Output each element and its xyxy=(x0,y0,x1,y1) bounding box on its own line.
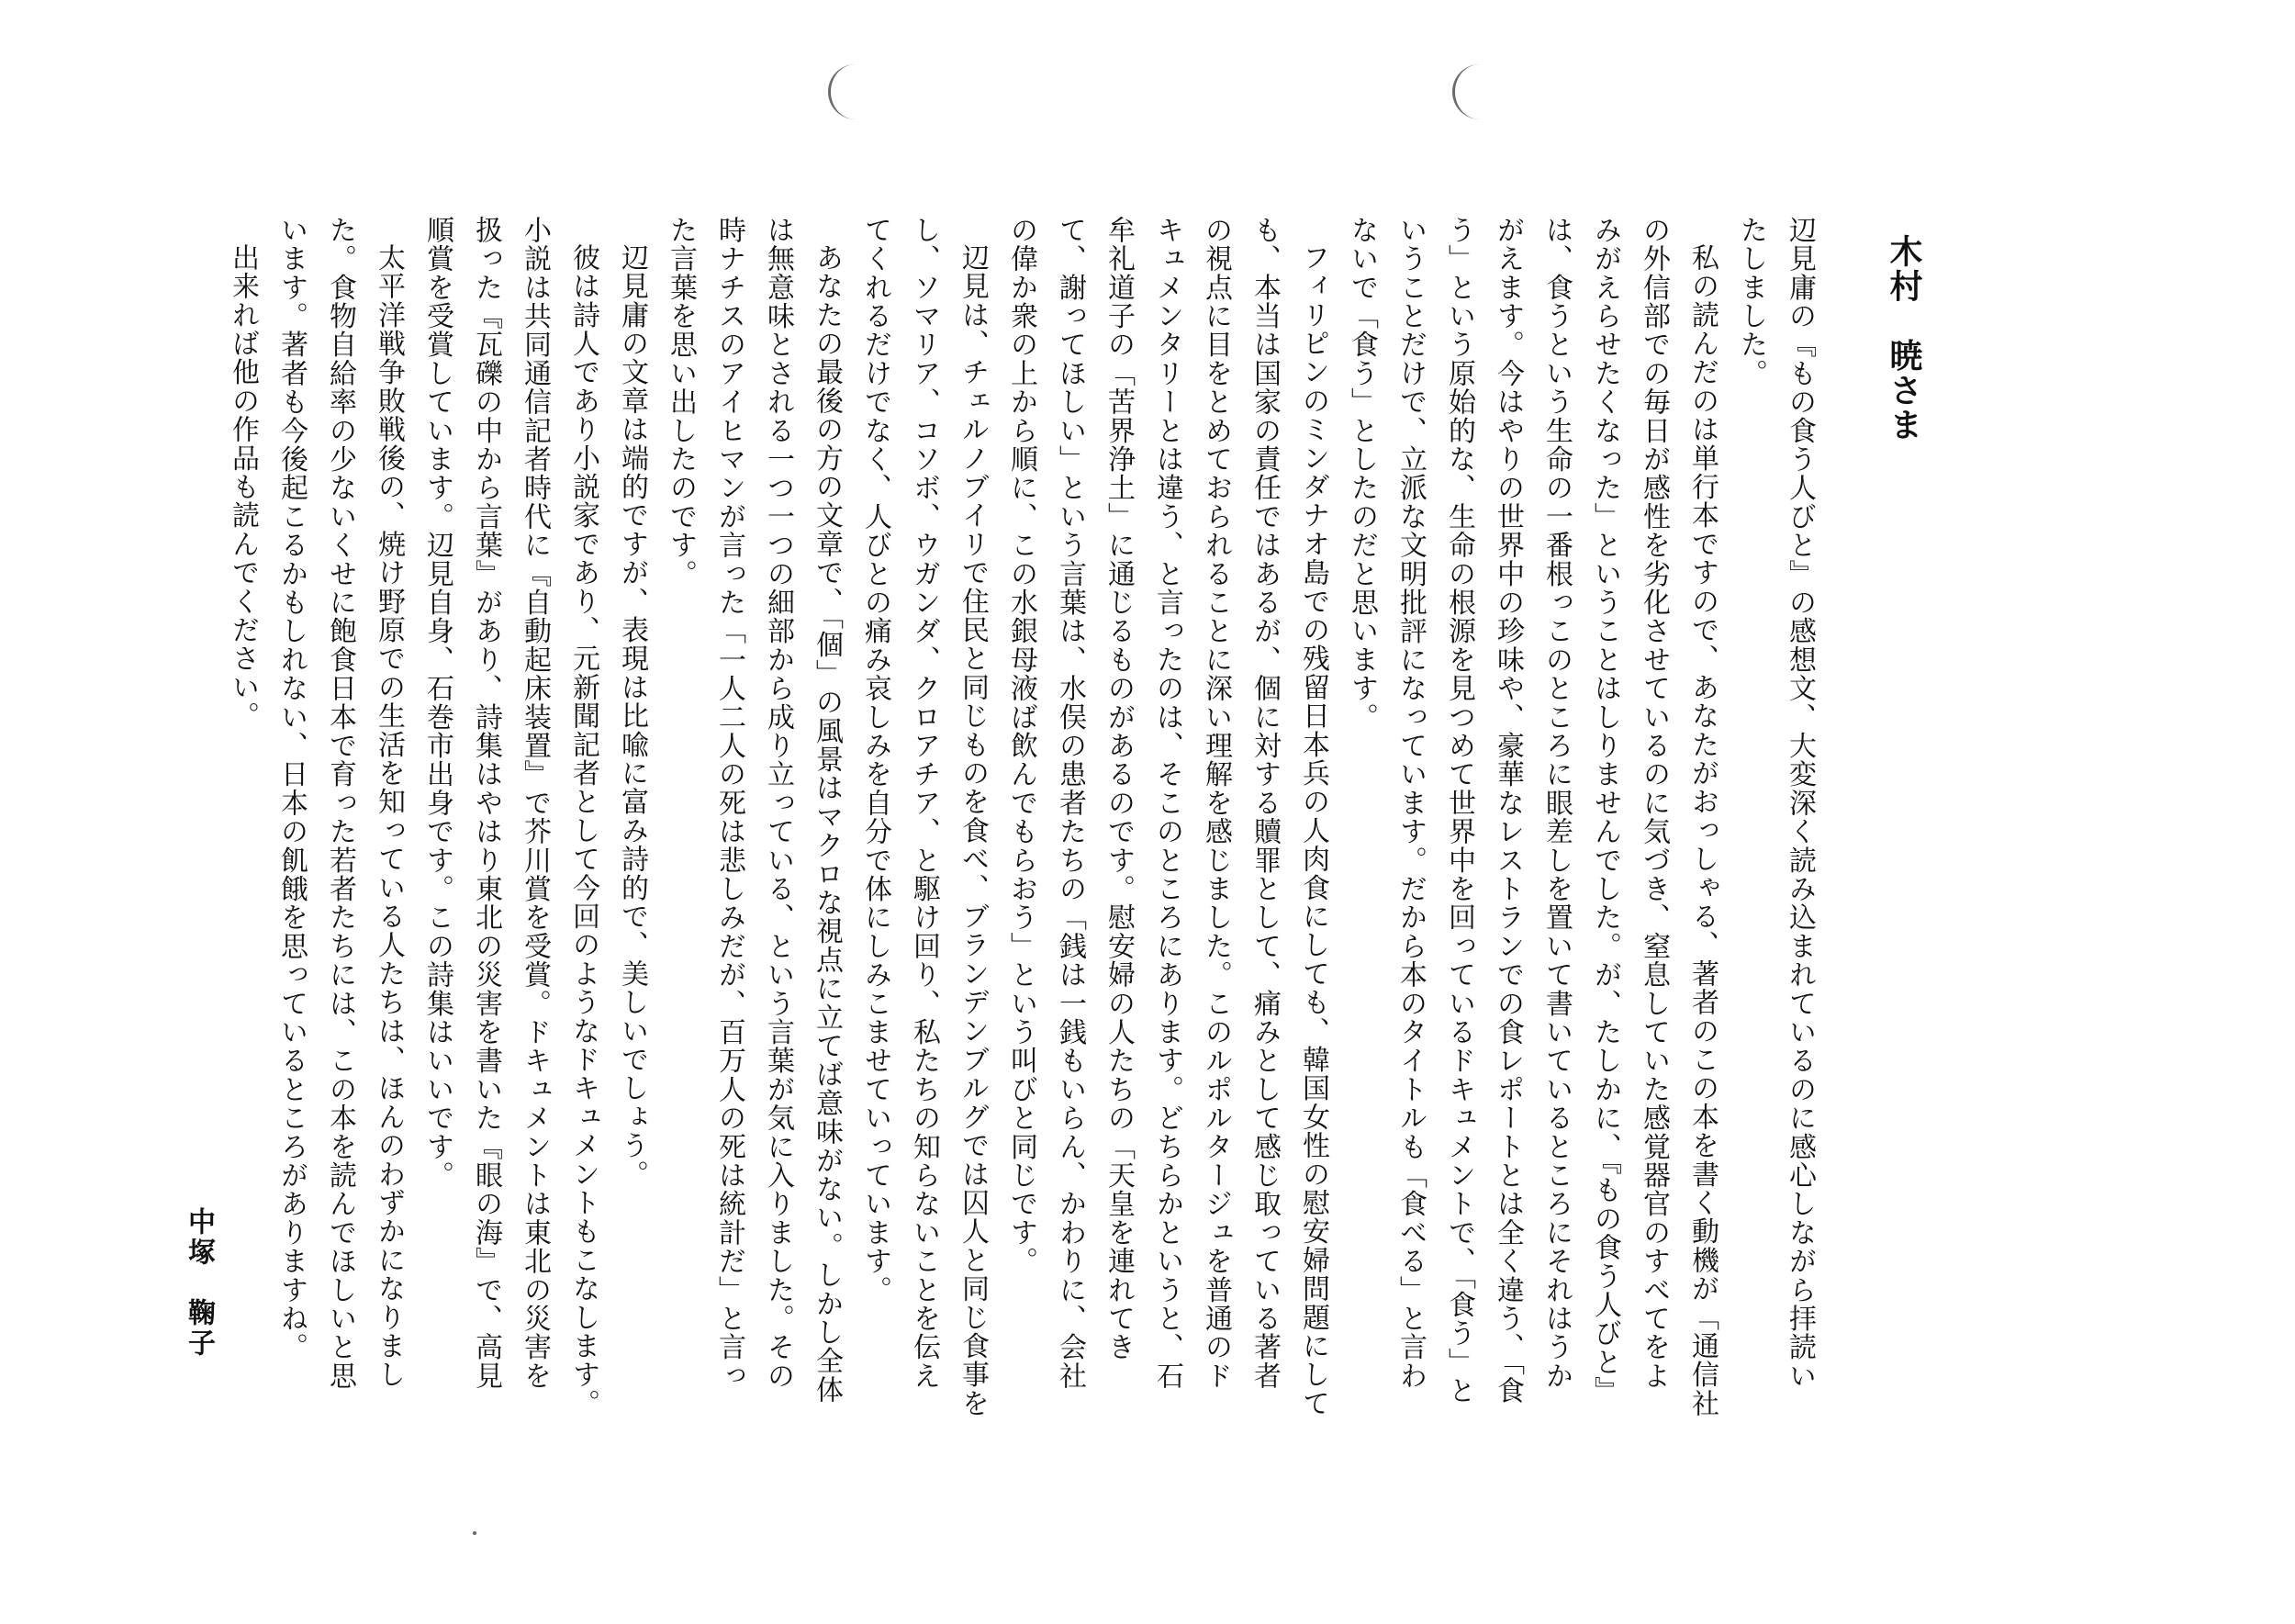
paragraph: 太平洋戦争敗戦後の、焼け野原での生活を知っている人たちは、ほんのわずかになりました。食物自給率の少ないくせに飽食日本で育った若者たちには、この本を読んでほしいと思います。著者も今後起こるかもしれない、日本の飢餓を思っているところがありますね。 xyxy=(275,216,405,1391)
punch-hole-mark-right xyxy=(1452,64,1492,119)
paragraph: フィリピンのミンダナオ島での残留日本兵の人肉食にしても、韓国女性の慰安婦問題にしても、本当は国家の責任ではあるが、個に対する贖罪として、痛みとして感じ取っている著者の視点に目をとめておられることに深い理解を感じました。このルポルタージュを普通のドキュメンタリーとは違う、と言ったのは、そこのところにあります。どちらかというと、石牟礼道子の「苦界浄土」に通じるものがあるのです。慰安婦の人たちの「天皇を連れてきて、謝ってほしい」という言葉は、水俣の患者たちの「銭は一銭もいらん、かわりに、会社の偉か衆の上から順に、この水銀母液ば飲んでもらおう」という叫びと同じです。 xyxy=(1005,216,1329,1418)
paragraph: 出来れば他の作品も読んでください。 xyxy=(227,243,259,731)
paragraph: 辺見庸の『もの食う人びと』の感想文、大変深く読み込まれているのに感心しながら拝読いたしました。 xyxy=(1735,216,1816,1391)
paragraph: 辺見は、チェルノブイリで住民と同じものを食べ、ブランデンブルグでは囚人と同じ食事をし、ソマリア、コソボ、ウガンダ、クロアチア、と駆け回り、私たちの知らないことを伝えてくれるだけでなく、人びとの痛み哀しみを自分で体にしみこませていっています。 xyxy=(859,216,989,1418)
paragraph: 辺見庸の文章は端的ですが、表現は比喩に富み詩的で、美しいでしょう。 xyxy=(616,243,648,1189)
salutation: 木村 暁さま xyxy=(1885,234,1923,442)
signature: 中塚 鞠子 xyxy=(183,1207,215,1359)
punch-hole-mark-left xyxy=(828,64,868,119)
letter xyxy=(183,216,1928,1418)
scan-spot xyxy=(473,1531,476,1535)
letter-body xyxy=(218,216,1824,1418)
paragraph: 私の読んだのは単行本ですので、あなたがおっしゃる、著者のこの本を書く動機が「通信社の外信部での毎日が感性を劣化させているのに気づき、窒息していた感覚器官のすべてをよみがえらせたくなった」ということはしりませんでした。が、たしかに、『もの食う人びと』は、食うという生命の一番根っこのところに眼差しを置いて書いているところにそれはうかがえます。今はやりの世界中の珍味や、豪華なレストランでの食レポートとは全く違う、「食う」という原始的な、生命の根源を見つめて世界中を回っているドキュメントで、「食う」ということだけで、立派な文明批評になっています。だから本のタイトルも「食べる」と言わないで「食う」としたのだと思います。 xyxy=(1346,216,1718,1418)
paragraph: 彼は詩人であり小説家であり、元新聞記者として今回のようなドキュメントもこなします。小説は共同通信記者時代に『自動起床装置』で芥川賞を受賞。ドキュメントは東北の災害を扱った『瓦礫の中から言葉』があり、詩集はやはり東北の災害を書いた『眼の海』で、高見順賞を受賞しています。辺見自身、石巻市出身です。この詩集はいいです。 xyxy=(421,216,599,1418)
paragraph: あなたの最後の方の文章で、「個」の風景はマクロな視点に立てば意味がない。しかし全体は無意味とされる一つ一つの細部から成り立っている、という言葉が気に入りました。その時ナチスのアイヒマンが言った「一人二人の死は悲しみだが、百万人の死は統計だ」と言った言葉を思い出したのです。 xyxy=(665,216,843,1405)
